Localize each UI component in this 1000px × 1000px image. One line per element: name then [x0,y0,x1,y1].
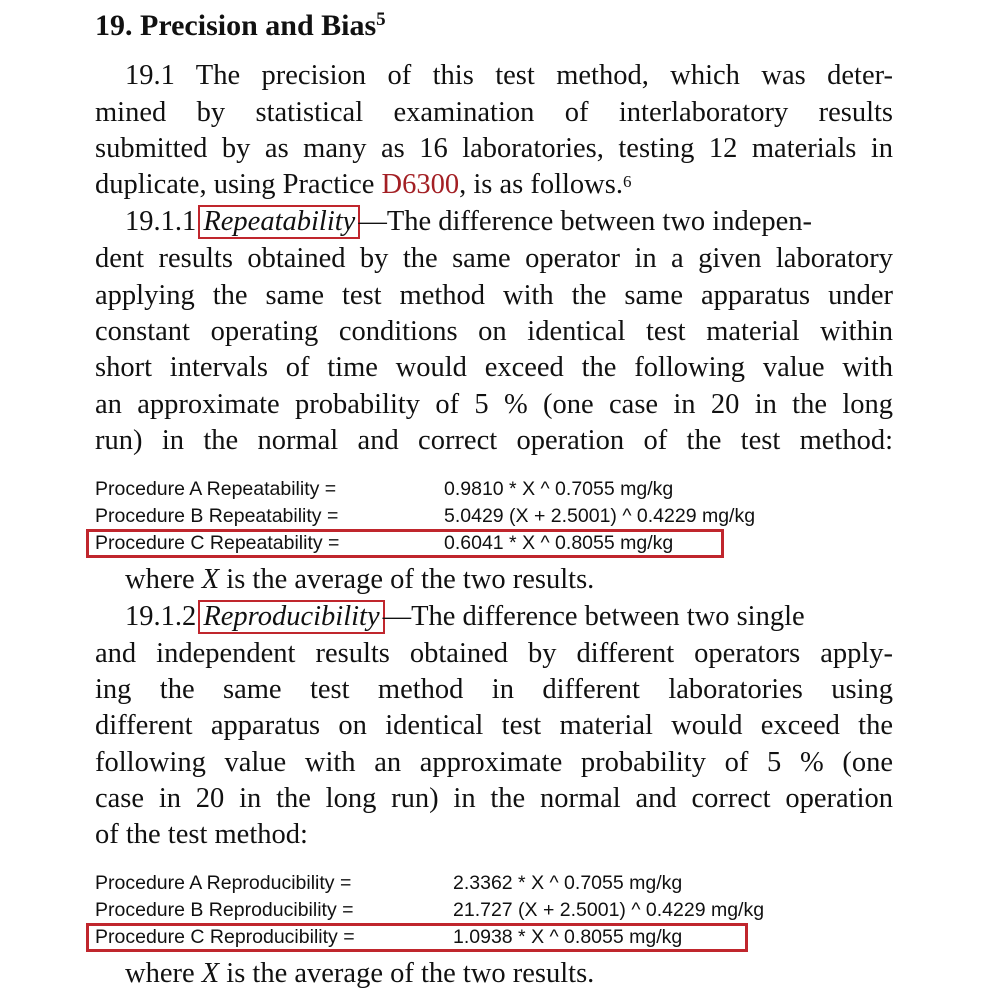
para-number: 19.1.2 [125,601,197,632]
footnote-ref-6[interactable]: 6 [622,172,632,191]
text: duplicate, using Practice [95,169,382,200]
text: where [125,958,202,989]
highlight-box-procedure-c-reproducibility [86,923,748,952]
formula-value: 21.727 (X + 2.5001) ^ 0.4229 mg/kg [453,899,765,921]
para-number: 19.1.1 [125,206,197,237]
formula-value: 2.3362 * X ^ 0.7055 mg/kg [453,872,683,894]
para-19-1-1-line: dent results obtained by the same operator in a given laboratory [95,243,893,274]
section-heading [95,6,386,46]
formula-label: Procedure C Reproducibility = [95,926,355,948]
para-19-1-line: submitted by as many as 16 laboratories, testing 12 materials in [95,133,893,164]
para-19-1-line: 19.1 The precision of this test method, which was deter- [125,60,893,91]
formula-value: 0.9810 * X ^ 0.7055 mg/kg [444,478,674,500]
para-19-1-line: mined by statistical examination of interlaboratory results [95,97,893,128]
formula-label: Procedure B Reproducibility = [95,899,354,921]
where-line [125,956,893,992]
para-19-1-1-line: constant operating conditions on identical test material within [95,316,893,347]
text: —The difference between two single [382,601,805,632]
para-19-1-1-line: run) in the normal and correct operation of the test method: [95,425,893,456]
para-19-1-2-line: ing the same test method in different laboratories using [95,674,893,705]
formula-value: 0.6041 * X ^ 0.8055 mg/kg [444,532,674,554]
practice-d6300-link[interactable]: D6300 [381,169,460,200]
para-19-1-2-line: case in 20 in the long run) in the normal and correct operation [95,783,893,814]
where-line [125,562,893,598]
text: , is as follows. [459,169,623,200]
para-19-1-2-last-line: of the test method: [95,819,308,850]
variable-x: X [201,958,220,989]
section-title: Precision and Bias [140,9,377,42]
para-19-1-last-line [95,167,893,203]
variable-x: X [201,564,220,595]
text: is the average of the two results. [219,958,595,989]
formula-label: Procedure A Repeatability = [95,478,337,500]
para-19-1-2-line: and independent results obtained by different operators apply- [95,638,893,669]
text: —The difference between two indepen- [358,206,813,237]
text: is the average of the two results. [219,564,595,595]
para-19-1-1-line: short intervals of time would exceed the following value with [95,352,893,383]
formula-label: Procedure C Repeatability = [95,532,340,554]
term-repeatability: Repeatability [198,205,360,239]
para-19-1-1-first-line [125,204,893,240]
term-reproducibility: Reproducibility [198,600,384,634]
highlight-box-procedure-c-repeatability [86,529,724,558]
formula-label: Procedure A Reproducibility = [95,872,352,894]
footnote-ref-5[interactable]: 5 [376,9,386,30]
section-number: 19. [95,9,133,42]
para-19-1-1-line: an approximate probability of 5 % (one case in 20 in the long [95,389,893,420]
formula-label: Procedure B Repeatability = [95,505,339,527]
formula-value: 1.0938 * X ^ 0.8055 mg/kg [453,926,683,948]
para-19-1-2-line: following value with an approximate probability of 5 % (one [95,747,893,778]
text: where [125,564,202,595]
para-19-1-2-first-line [125,599,893,635]
formula-value: 5.0429 (X + 2.5001) ^ 0.4229 mg/kg [444,505,756,527]
para-19-1-2-line: different apparatus on identical test material would exceed the [95,710,893,741]
para-19-1-1-line: applying the same test method with the same apparatus under [95,280,893,311]
